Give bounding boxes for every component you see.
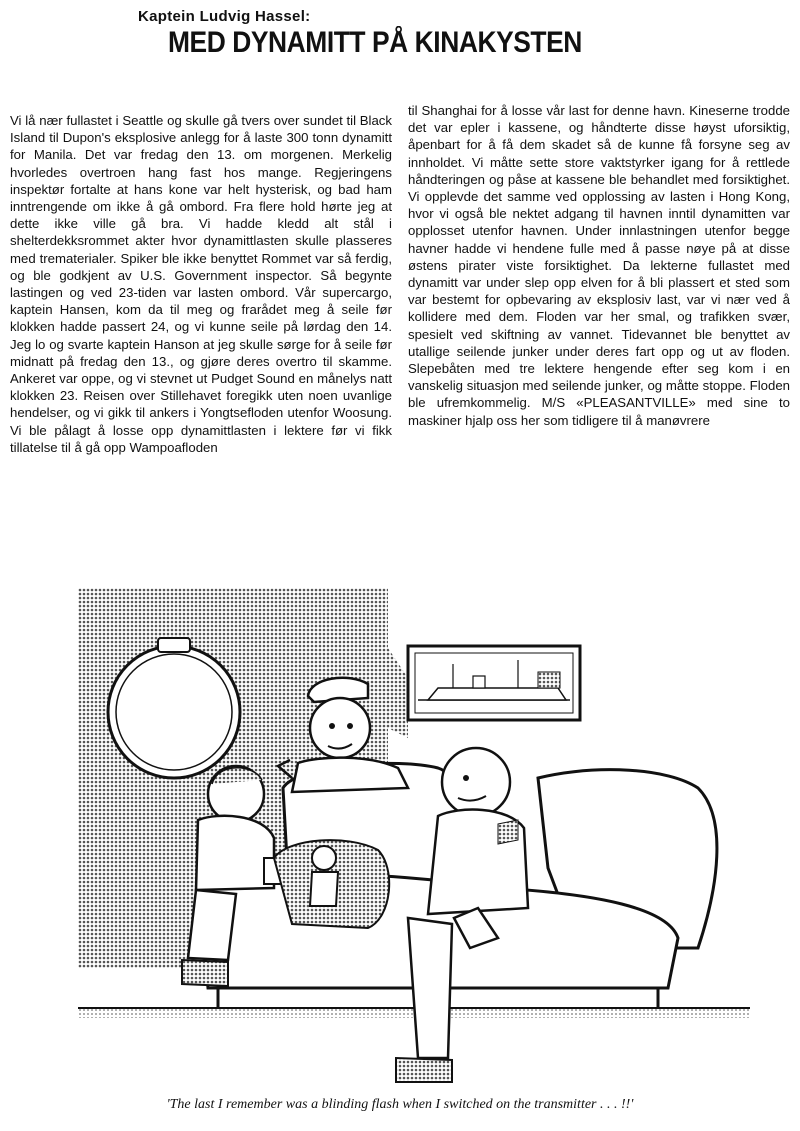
blackened-figure [274, 840, 389, 928]
article-title: MED DYNAMITT PÅ KINAKYSTEN [168, 26, 582, 59]
right-column-text: til Shanghai for å losse vår last for denne havn. Kineserne trodde det var epler i kassene, og håndterte disse høyst uforsiktig, åpenbart for å få dem skadet så de kunne få forsyne seg av innholdet. Vi måtte sette store vaktstyrker igang for å rettlede håndteringen og påse at kassene ble behandlet med forsiktighet. Vi opplevde det samme ved opplossing av lasten i Hong Kong, hvor vi også ble nektet adgang til havnen inntil dynamitten var opplosset utenfor havnen. Under innlastningen utenfor begge havner hadde vi hendene fulle med å passe nøye på at disse østens pirater viste forsiktighet. Da lekterne fullastet med dynamitt var under slep opp elven for å bli plassert et sted som var bestemt for opbevaring av eksplosiv last, var vi nær ved å kollidere med dem. Floden var her smal, og trafikken svær, spesielt ved skiftning av vannet. Tidevannet ble benyttet av utallige seilende junker under deres fart opp og ut av floden. Slepebåten med tre lektere hengende efter seg kom i en vanskelig situasjon med seilende junker, og måtte stoppe. Floden ble ufremkommelig. M/S «PLEASANTVILLE» med sine to maskiner hjalp oss her som tidligere til å manøvrere [408, 103, 790, 428]
ship-picture-frame [408, 646, 580, 720]
left-column-text: Vi lå nær fullastet i Seattle og skulle gå tvers over sundet til Black Island til Dupon's eksplosive anlegg for å laste 300 tonn dynamitt for Manila. Det var fredag den 13. om morgenen. Merkelig hvorledes overtroen hang fast hos mange. Regjeringens inspektør fortalte at hans kone var helt hysterisk, og bad ham inntrengende om ikke å gå ombord. Fra flere hold hørte jeg at dette ikke ville gå bra. Vi hadde kledd alt stål i shelterdekksrommet akter hvor dynamittlasten skulle plasseres med trematerialer. Spiker ble ikke benyttet Rommet var så ferdig, og ble godkjent av U.S. Government inspector. Så begynte lastingen og ved 23-tiden var lasten ombord. Vår supercargo, kaptein Hansen, kom da til meg og frarådet meg å seile før klokken hadde passert 24, og vi kunne seile på lørdag den 14. Jeg lo og svarte kaptein Hanson at jeg skulle sørge for å seile før midnatt på fredag den 13., og gjøre deres overtro til skamme. Ankeret var oppe, og vi stevnet ut Pudget Sound en månelys natt klokken 23. Reisen over Stillehavet foregikk uten noen uvanlige hendelser, og vi gikk til ankers i Yongtsefloden utenfor Woosung. Vi ble pålagt å losse opp dynamittlasten i lektere før vi fikk tillatelse til å gå opp Wampoafloden [10, 113, 392, 455]
illustration-caption: 'The last I remember was a blinding flash when I switched on the transmitter . . . !!' [166, 1097, 634, 1112]
article-column-left [10, 112, 392, 456]
article-column-right [408, 102, 790, 429]
article-byline: Kaptein Ludvig Hassel: [138, 8, 311, 25]
cartoon-illustration [78, 588, 750, 1088]
